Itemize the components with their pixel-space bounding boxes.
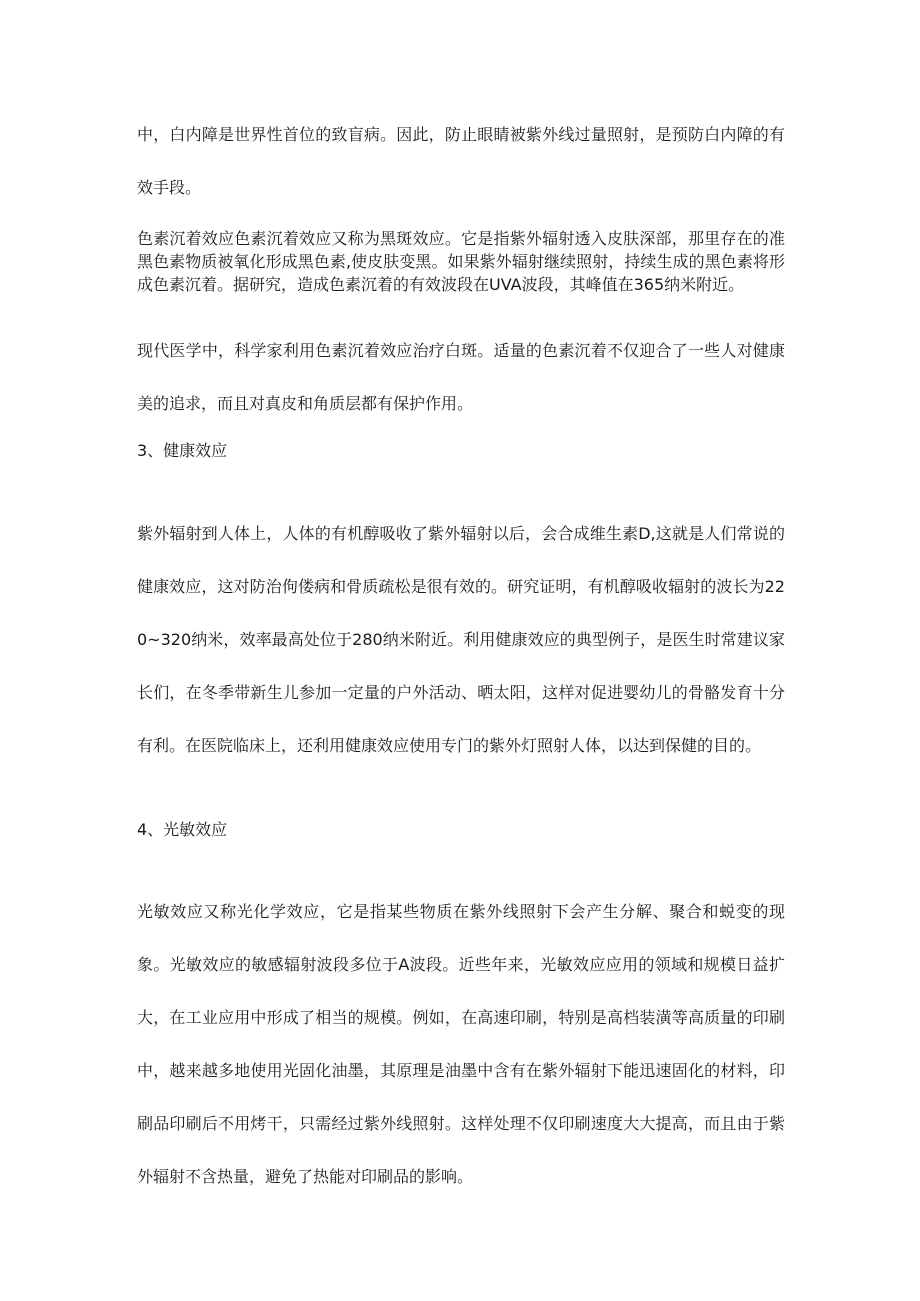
section-heading-health-effect: 3、健康效应 [137, 441, 228, 460]
paragraph-photosensitive-effect: 光敏效应又称光化学效应，它是指某些物质在紫外线照射下会产生分解、聚合和蜕变的现象。光敏效应的敏感辐射波段多位于A波段。近些年来，光敏效应应用的领域和规模日益扩大，在工业应用中形成了相当的规模。例如，在高速印刷，特别是高档装潢等高质量的印刷中，越来越多地使用光固化油墨，其原理是油墨中含有在紫外辐射下能迅速固化的材料，印刷品印刷后不用烤干，只需经过紫外线照射。这样处理不仅印刷速度大大提高，而且由于紫外辐射不含热量，避免了热能对印刷品的影响。 [137, 902, 785, 1186]
section-heading-photosensitive-effect: 4、光敏效应 [137, 820, 228, 839]
paragraph-health-effect: 紫外辐射到人体上，人体的有机醇吸收了紫外辐射以后，会合成维生素D,这就是人们常说的健康效应，这对防治佝偻病和骨质疏松是很有效的。研究证明，有机醇吸收辐射的波长为220~320纳米，效率最高处位于280纳米附近。利用健康效应的典型例子，是医生时常建议家长们，在冬季带新生儿参加一定量的户外活动、晒太阳，这样对促进婴幼儿的骨骼发育十分有利。在医院临床上，还利用健康效应使用专门的紫外灯照射人体，以达到保健的目的。 [137, 524, 785, 755]
paragraph-cataract-prevention: 中，白内障是世界性首位的致盲病。因此，防止眼睛被紫外线过量照射，是预防白内障的有效手段。 [137, 125, 785, 197]
paragraph-pigmentation-effect: 色素沉着效应色素沉着效应又称为黑斑效应。它是指紫外辐射透入皮肤深部，那里存在的准黑色素物质被氧化形成黑色素,使皮肤变黑。如果紫外辐射继续照射，持续生成的黑色素将形成色素沉着。据研究，造成色素沉着的有效波段在UVA波段，其峰值在365纳米附近。 [137, 229, 785, 294]
paragraph-pigmentation-medicine: 现代医学中，科学家利用色素沉着效应治疗白斑。适量的色素沉着不仅迎合了一些人对健康美的追求，而且对真皮和角质层都有保护作用。 [137, 341, 785, 413]
